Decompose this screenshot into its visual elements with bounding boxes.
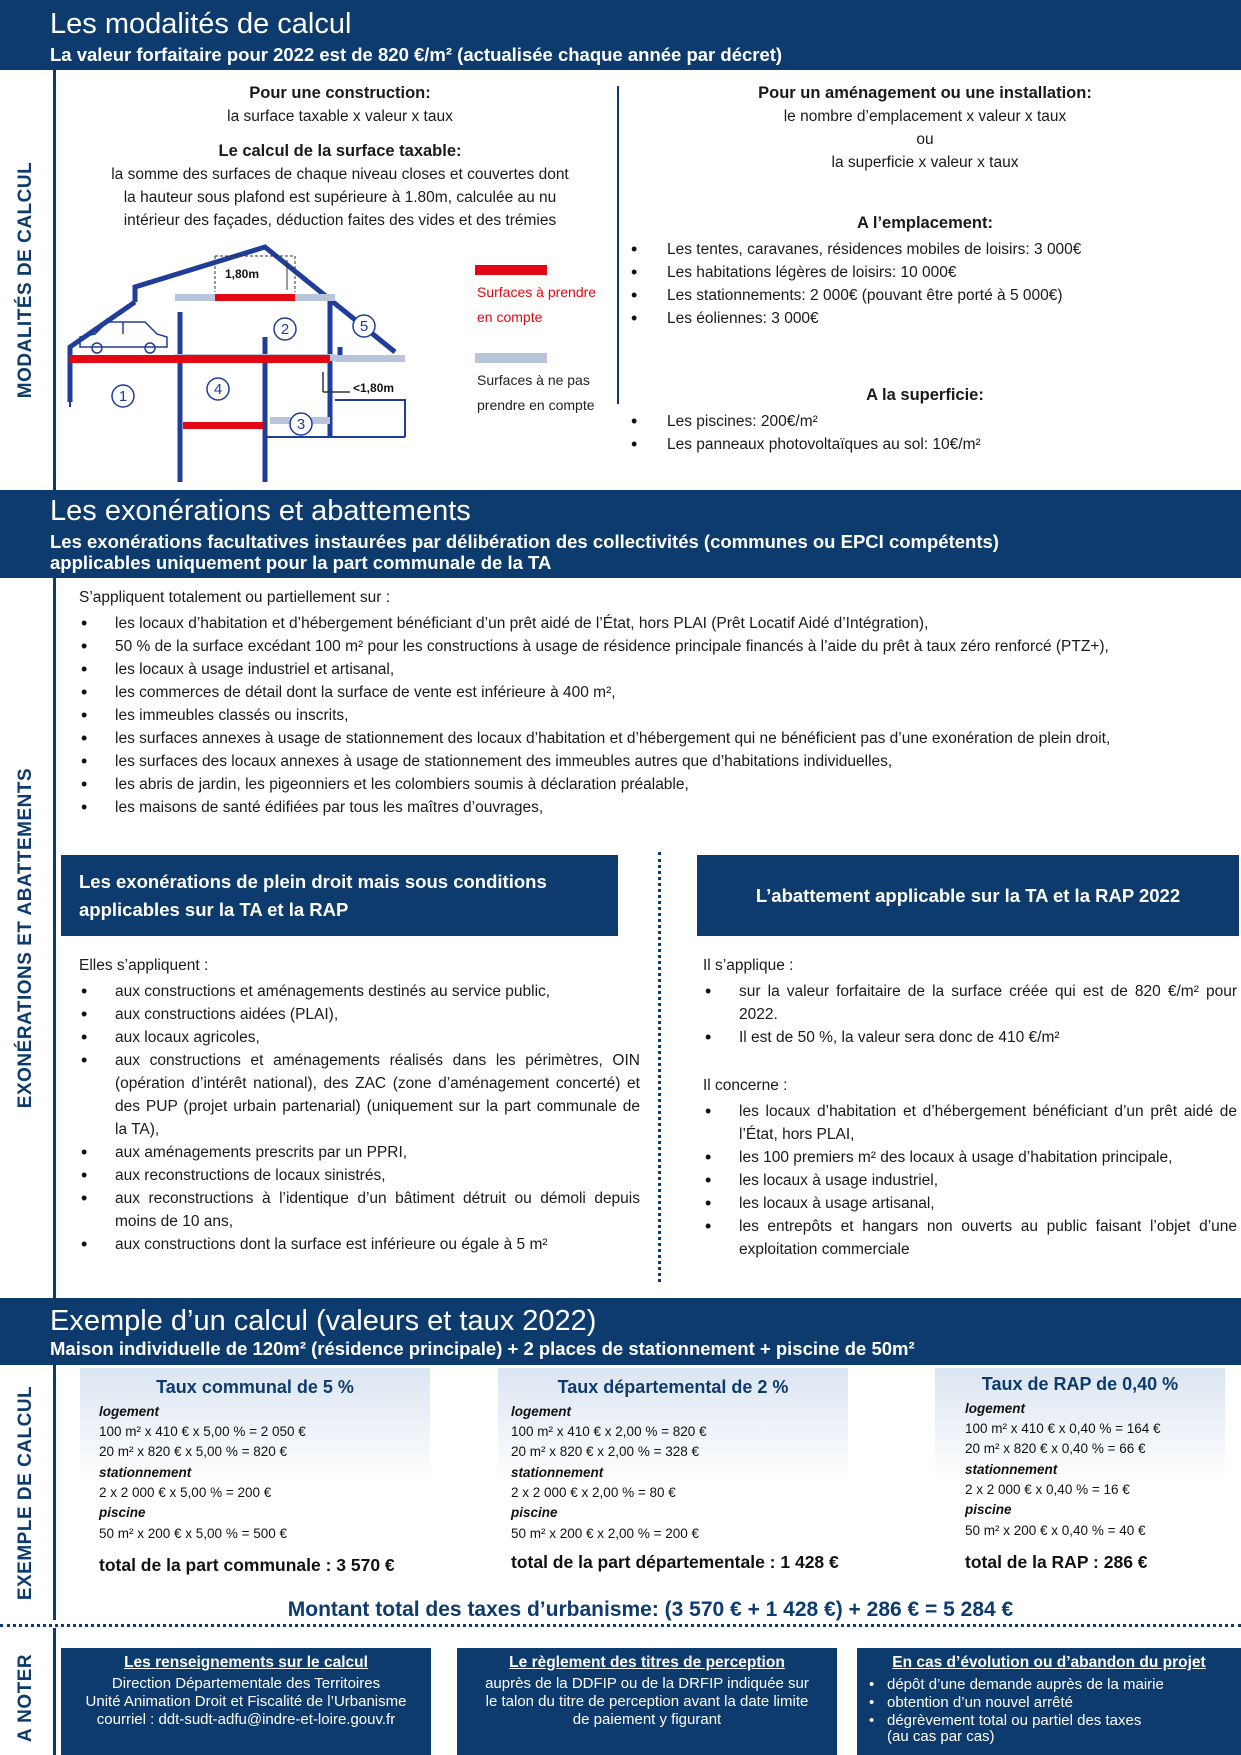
example-line: 100 m² x 410 € x 0,40 % = 164 € bbox=[965, 1421, 1161, 1436]
grey-surface-annex bbox=[335, 355, 405, 362]
list-item: • les surfaces annexes à usage de stationnement des locaux d’habitation et d’hébergement qui ne bénéficient pas d’une exonération de plein droit, bbox=[77, 727, 1237, 750]
section2-header bbox=[0, 490, 1241, 578]
section1-subtitle: La valeur forfaitaire pour 2022 est de 820 €/m² (actualisée chaque année par décret) bbox=[50, 44, 783, 65]
section1-header bbox=[0, 0, 1241, 70]
list-item: • Les panneaux photovoltaïques au sol: 10€/m² bbox=[627, 433, 1233, 456]
abattement-intro-2: Il concerne : bbox=[703, 1077, 788, 1094]
column-divider bbox=[617, 86, 619, 404]
list-item: • dégrèvement total ou partiel des taxes bbox=[869, 1712, 1241, 1730]
abattement-title-box bbox=[697, 855, 1239, 936]
superficie-heading: A la superficie: bbox=[866, 386, 984, 404]
exoneration-list bbox=[77, 612, 1237, 819]
section1-side-label: MODALITÉS DE CALCUL bbox=[15, 161, 36, 399]
section2-side-line bbox=[53, 578, 56, 1298]
surface-diagram bbox=[65, 242, 465, 487]
list-item: • les abris de jardin, les pigeonniers et les colombiers soumis à déclaration préalable, bbox=[77, 773, 1237, 796]
note-box-title: Le règlement des titres de perception bbox=[509, 1654, 785, 1671]
grand-total: Montant total des taxes d’urbanisme: (3 570 € + 1 428 €) + 286 € = 5 284 € bbox=[287, 1598, 1014, 1621]
legend-grey-swatch bbox=[475, 353, 547, 363]
note-line: le talon du titre de perception avant la date limite bbox=[485, 1693, 809, 1710]
list-item: • Il est de 50 %, la valeur sera donc de 410 €/m² bbox=[701, 1026, 1237, 1049]
list-item: • les maisons de santé édifiées par tous les maîtres d’ouvrages, bbox=[77, 796, 1237, 819]
construction-block bbox=[60, 82, 620, 232]
low-height-label: <1,80m bbox=[353, 381, 395, 395]
list-item: • aux constructions et aménagements réalisés dans les périmètres, OIN (opération d’intérêt national), des ZAC (zone d’aménagement concerté) et des PUP (projet urbain partenarial) (uniquement sur la part communale de la TA), bbox=[77, 1049, 640, 1141]
example-box-rap bbox=[935, 1368, 1225, 1578]
list-item: • aux aménagements prescrits par un PPRI, bbox=[77, 1141, 640, 1164]
example-line: 50 m² x 200 € x 0,40 % = 40 € bbox=[965, 1523, 1146, 1538]
example-line: stationnement bbox=[965, 1462, 1058, 1477]
section1-title: Les modalités de calcul bbox=[50, 8, 352, 40]
note-box-evolution bbox=[857, 1648, 1241, 1755]
plein-droit-title-2: applicables sur la TA et la RAP bbox=[79, 898, 349, 920]
list-item: • Les stationnements: 2 000€ (pouvant être porté à 5 000€) bbox=[627, 284, 1233, 307]
example-line: 100 m² x 410 € x 5,00 % = 2 050 € bbox=[99, 1424, 306, 1439]
example-box-communal bbox=[80, 1368, 430, 1578]
legend-grey-text: Surfaces à ne pas prendre en compte bbox=[477, 372, 595, 413]
marker-5-label: 5 bbox=[359, 318, 369, 335]
list-item: • Les habitations légères de loisirs: 10 000€ bbox=[627, 261, 1233, 284]
section3-header bbox=[0, 1298, 1241, 1365]
example-line: piscine bbox=[99, 1505, 146, 1520]
amenagement-line-3: la superficie x valeur x taux bbox=[831, 154, 1019, 171]
section3-title: Exemple d’un calcul (valeurs et taux 2022) bbox=[50, 1305, 597, 1337]
list-item: • aux reconstructions à l’identique d’un bâtiment détruit ou démoli depuis moins de 10 ans, bbox=[77, 1187, 640, 1233]
list-item: • dépôt d’une demande auprès de la mairie bbox=[869, 1676, 1241, 1694]
list-item: • aux constructions et aménagements destinés au service public, bbox=[77, 980, 640, 1003]
note-line: Unité Animation Droit et Fiscalité de l’Urbanisme bbox=[85, 1693, 407, 1710]
list-item: • aux reconstructions de locaux sinistrés, bbox=[77, 1164, 640, 1187]
example-box-title: Taux départemental de 2 % bbox=[557, 1377, 789, 1397]
surface-heading: Le calcul de la surface taxable: bbox=[218, 142, 462, 160]
example-line: piscine bbox=[511, 1505, 558, 1520]
amenagement-line-2: ou bbox=[916, 131, 934, 148]
abattement-intro-1: Il s’applique : bbox=[703, 957, 794, 974]
example-line: logement bbox=[99, 1404, 160, 1419]
plein-droit-list bbox=[77, 980, 640, 1256]
example-line: 50 m² x 200 € x 2,00 % = 200 € bbox=[511, 1526, 699, 1541]
section3-side-label: EXEMPLE DE CALCUL bbox=[15, 1385, 37, 1600]
list-item: • Les éoliennes: 3 000€ bbox=[627, 307, 1233, 330]
legend-red-text: Surfaces à prendre en compte bbox=[477, 284, 597, 325]
example-line: logement bbox=[965, 1401, 1026, 1416]
amenagement-heading: Pour un aménagement ou une installation: bbox=[758, 84, 1092, 102]
exoneration-intro: S’appliquent totalement ou partiellement sur : bbox=[79, 589, 391, 606]
list-item: • aux locaux agricoles, bbox=[77, 1026, 640, 1049]
example-box-title: Taux communal de 5 % bbox=[156, 1377, 354, 1397]
example-total: total de la part communale : 3 570 € bbox=[99, 1555, 395, 1575]
plein-droit-intro: Elles s’appliquent : bbox=[79, 957, 209, 974]
example-line: 20 m² x 820 € x 5,00 % = 820 € bbox=[99, 1444, 287, 1459]
list-item: • aux constructions aidées (PLAI), bbox=[77, 1003, 640, 1026]
construction-formula: la surface taxable x valeur x taux bbox=[227, 108, 453, 125]
list-item: • obtention d’un nouvel arrêté bbox=[869, 1694, 1241, 1712]
example-total: total de la part départementale : 1 428 € bbox=[511, 1552, 839, 1572]
list-item: • les surfaces des locaux annexes à usage de stationnement des immeubles autres que d’habitations individuelles, bbox=[77, 750, 1237, 773]
surface-text-1: la somme des surfaces de chaque niveau closes et couvertes dont bbox=[111, 166, 569, 183]
section2-side-label: EXONÉRATIONS ET ABATTEMENTS bbox=[15, 767, 37, 1109]
example-line: 2 x 2 000 € x 0,40 % = 16 € bbox=[965, 1482, 1130, 1497]
example-box-departemental bbox=[498, 1368, 848, 1578]
abattement-list-2 bbox=[701, 1100, 1237, 1261]
marker-2-label: 2 bbox=[280, 321, 290, 338]
example-line: 2 x 2 000 € x 2,00 % = 80 € bbox=[511, 1485, 676, 1500]
list-item: • Les piscines: 200€/m² bbox=[627, 410, 1233, 433]
section1-side-line bbox=[53, 70, 56, 490]
note-line: Direction Départementale des Territoires bbox=[111, 1675, 381, 1692]
note-box-calcul bbox=[61, 1648, 431, 1755]
list-item: • Les tentes, caravanes, résidences mobiles de loisirs: 3 000€ bbox=[627, 238, 1233, 261]
section4-side-line bbox=[53, 1628, 56, 1755]
note-line: de paiement y figurant bbox=[572, 1711, 722, 1728]
list-item: • les locaux à usage industriel, bbox=[701, 1169, 1237, 1192]
list-item: • les immeubles classés ou inscrits, bbox=[77, 704, 1237, 727]
emplacement-heading: A l’emplacement: bbox=[856, 214, 993, 232]
abattement-title: L’abattement applicable sur la TA et la RAP 2022 bbox=[755, 884, 1181, 906]
section2-subtitle-1: Les exonérations facultatives instaurées par délibération des collectivités (communes ou EPCI compétents) bbox=[50, 531, 999, 552]
list-item: • les entrepôts et hangars non ouverts au public faisant l’objet d’une exploitation commerciale bbox=[701, 1215, 1237, 1261]
section3-side-line bbox=[53, 1365, 56, 1620]
list-item: • les 100 premiers m² des locaux à usage d’habitation principale, bbox=[701, 1146, 1237, 1169]
list-item: • les locaux à usage artisanal, bbox=[701, 1192, 1237, 1215]
list-item: • les locaux d’habitation et d’hébergement bénéficiant d’un prêt aidé de l’État, hors PLAI, bbox=[701, 1100, 1237, 1146]
list-item: • 50 % de la surface excédant 100 m² pour les constructions à usage de résidence principale financés à l’aide du prêt à taux zéro renforcé (PTZ+), bbox=[77, 635, 1237, 658]
example-line: piscine bbox=[965, 1502, 1012, 1517]
height-label: 1,80m bbox=[225, 267, 260, 281]
red-surface-ground bbox=[70, 355, 330, 363]
section2-subtitle-2: applicables uniquement pour la part communale de la TA bbox=[50, 552, 552, 573]
example-line: 20 m² x 820 € x 0,40 % = 66 € bbox=[965, 1441, 1146, 1456]
note-box-title: En cas d’évolution ou d’abandon du projet bbox=[892, 1654, 1206, 1671]
note-line: auprès de la DDFIP ou de la DRFIP indiquée sur bbox=[485, 1675, 809, 1692]
example-line: stationnement bbox=[511, 1465, 604, 1480]
amenagement-line-1: le nombre d’emplacement x valeur x taux bbox=[783, 108, 1067, 125]
note-box-title: Les renseignements sur le calcul bbox=[124, 1654, 368, 1671]
marker-1-label: 1 bbox=[118, 388, 128, 405]
section4-side-label: A NOTER bbox=[15, 1653, 37, 1742]
example-line: 2 x 2 000 € x 5,00 % = 200 € bbox=[99, 1485, 272, 1500]
section2-title: Les exonérations et abattements bbox=[50, 495, 471, 527]
red-surface-top bbox=[215, 294, 295, 301]
plein-droit-title-1: Les exonérations de plein droit mais sous conditions bbox=[79, 870, 547, 892]
list-item: • les commerces de détail dont la surface de vente est inférieure à 400 m², bbox=[77, 681, 1237, 704]
example-line: logement bbox=[511, 1404, 572, 1419]
section3-subtitle: Maison individuelle de 120m² (résidence principale) + 2 places de stationnement + piscine de 50m² bbox=[50, 1338, 915, 1359]
list-item: • aux constructions dont la surface est inférieure ou égale à 5 m² bbox=[77, 1233, 640, 1256]
legend-red-swatch bbox=[475, 265, 547, 275]
note-small: (au cas par cas) bbox=[887, 1728, 995, 1745]
list-item: • les locaux d’habitation et d’hébergement bénéficiant d’un prêt aidé de l’État, hors PLAI (Prêt Locatif Aidé d’Intégration), bbox=[77, 612, 1237, 635]
example-box-title: Taux de RAP de 0,40 % bbox=[981, 1374, 1179, 1394]
example-line: 100 m² x 410 € x 2,00 % = 820 € bbox=[511, 1424, 707, 1439]
construction-heading: Pour une construction: bbox=[249, 84, 431, 102]
note-box-reglement bbox=[457, 1648, 837, 1755]
surface-text-3: intérieur des façades, déduction faites des vides et des trémies bbox=[123, 212, 557, 229]
example-line: 50 m² x 200 € x 5,00 % = 500 € bbox=[99, 1526, 287, 1541]
amenagement-block bbox=[625, 82, 1225, 174]
list-item: • sur la valeur forfaitaire de la surface créée qui est de 820 €/m² pour 2022. bbox=[701, 980, 1237, 1026]
red-surface-basement bbox=[183, 422, 263, 429]
superficie-list bbox=[663, 410, 1233, 456]
emplacement-list bbox=[663, 238, 1233, 330]
plein-droit-title-box bbox=[61, 855, 618, 936]
marker-3-label: 3 bbox=[296, 416, 306, 433]
marker-4-label: 4 bbox=[213, 381, 223, 398]
abattement-list-1 bbox=[701, 980, 1237, 1049]
surface-text-2: la hauteur sous plafond est supérieure à 1.80m, calculée au nu bbox=[123, 189, 557, 206]
section4-dotted-separator bbox=[0, 1624, 1241, 1627]
car-icon bbox=[80, 322, 167, 353]
example-total: total de la RAP : 286 € bbox=[965, 1552, 1148, 1572]
note-list bbox=[857, 1676, 1241, 1730]
note-line: courriel : ddt-sudt-adfu@indre-et-loire.gouv.fr bbox=[96, 1711, 396, 1728]
example-line: stationnement bbox=[99, 1465, 192, 1480]
dotted-divider bbox=[658, 852, 661, 1282]
list-item: • les locaux à usage industriel et artisanal, bbox=[77, 658, 1237, 681]
example-line: 20 m² x 820 € x 2,00 % = 328 € bbox=[511, 1444, 699, 1459]
